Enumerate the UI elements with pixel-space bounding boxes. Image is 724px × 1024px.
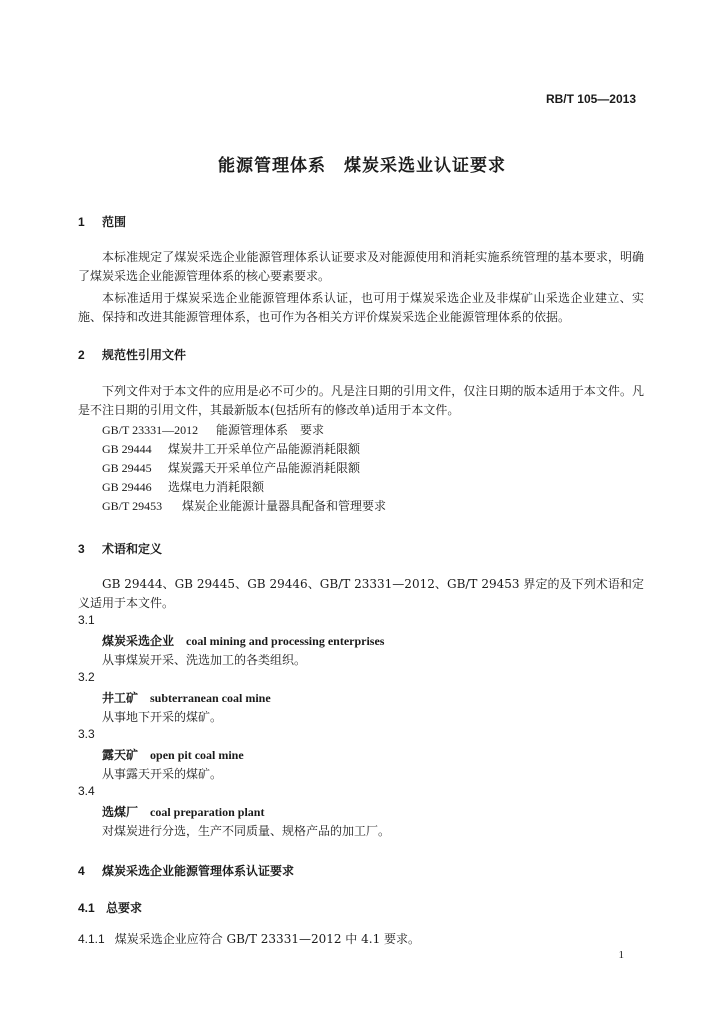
section-number: 4 — [78, 864, 85, 878]
term-number: 3.2 — [78, 670, 95, 684]
reference-title: 能源管理体系 要求 — [216, 423, 325, 437]
section-1-heading — [78, 213, 126, 230]
term-entry — [102, 632, 384, 649]
term-zh: 煤炭采选企业 — [102, 634, 175, 648]
term-zh: 露天矿 — [102, 748, 139, 762]
document-title: 能源管理体系 煤炭采选业认证要求 — [218, 156, 506, 176]
term-definition: 从事露天开采的煤矿。 — [102, 767, 223, 781]
term-en: open pit coal mine — [150, 748, 244, 762]
clause-4-1-1 — [78, 930, 420, 947]
reference-title: 煤炭露天开采单位产品能源消耗限额 — [168, 461, 361, 475]
section-1-paragraph-2: 本标准适用于煤炭采选企业能源管理体系认证，也可用于煤炭采选企业及非煤矿山采选企业建立、实施、保持和改进其能源管理体系，也可作为各相关方评价煤炭采选企业能源管理体系的依据。 — [78, 291, 644, 324]
standard-number: RB/T 105—2013 — [545, 92, 636, 106]
section-1-paragraph-1: 本标准规定了煤炭采选企业能源管理体系认证要求及对能源使用和消耗实施系统管理的基本要求，明确了煤炭采选企业能源管理体系的核心要素要求。 — [78, 250, 644, 283]
term-zh: 井工矿 — [102, 691, 139, 705]
section-number: 1 — [78, 215, 85, 229]
reference-item — [102, 459, 360, 476]
section-4-heading — [78, 862, 294, 879]
section-3-heading — [78, 540, 162, 557]
clause-text: 煤炭采选企业应符合 GB/T 23331—2012 中 4.1 要求。 — [114, 932, 421, 946]
reference-title: 煤炭企业能源计量器具配备和管理要求 — [182, 499, 387, 513]
term-number: 3.3 — [78, 727, 95, 741]
reference-title: 煤炭井工开采单位产品能源消耗限额 — [168, 442, 361, 456]
term-en: coal mining and processing enterprises — [186, 634, 385, 648]
reference-title: 选煤电力消耗限额 — [168, 480, 265, 494]
section-title: 术语和定义 — [102, 542, 163, 556]
section-title: 煤炭采选企业能源管理体系认证要求 — [102, 864, 295, 878]
subsection-4-1-heading — [78, 899, 142, 916]
section-title: 规范性引用文件 — [102, 348, 187, 362]
reference-item — [102, 497, 386, 514]
reference-code: GB 29444 — [102, 442, 152, 456]
term-en: coal preparation plant — [150, 805, 265, 819]
reference-item — [102, 440, 360, 457]
reference-item — [102, 478, 264, 495]
term-entry — [102, 689, 271, 706]
term-definition: 对煤炭进行分选，生产不同质量、规格产品的加工厂。 — [102, 824, 391, 838]
reference-code: GB/T 23331—2012 — [102, 423, 199, 437]
reference-item — [102, 421, 324, 438]
section-3-paragraph-1: GB 29444、GB 29445、GB 29446、GB/T 23331—2012、GB/T 29453 界定的及下列术语和定义适用于本文件。 — [78, 577, 644, 610]
subsection-number: 4.1 — [78, 901, 95, 915]
reference-code: GB/T 29453 — [102, 499, 163, 513]
term-definition: 从事地下开采的煤矿。 — [102, 710, 223, 724]
term-entry — [102, 746, 244, 763]
reference-code: GB 29446 — [102, 480, 152, 494]
term-entry — [102, 803, 264, 820]
term-definition: 从事煤炭开采、洗选加工的各类组织。 — [102, 653, 307, 667]
section-2-heading — [78, 346, 186, 363]
subsection-title: 总要求 — [106, 901, 143, 915]
section-number: 3 — [78, 542, 85, 556]
section-number: 2 — [78, 348, 85, 362]
term-number: 3.4 — [78, 784, 95, 798]
term-en: subterranean coal mine — [150, 691, 271, 705]
section-title: 范围 — [102, 215, 127, 229]
page-number: 1 — [618, 949, 624, 961]
clause-number: 4.1.1 — [78, 932, 105, 946]
term-number: 3.1 — [78, 613, 95, 627]
section-2-paragraph-1: 下列文件对于本文件的应用是必不可少的。凡是注日期的引用文件，仅注日期的版本适用于本文件。凡是不注日期的引用文件，其最新版本(包括所有的修改单)适用于本文件。 — [78, 384, 644, 417]
term-zh: 选煤厂 — [102, 805, 139, 819]
reference-code: GB 29445 — [102, 461, 152, 475]
